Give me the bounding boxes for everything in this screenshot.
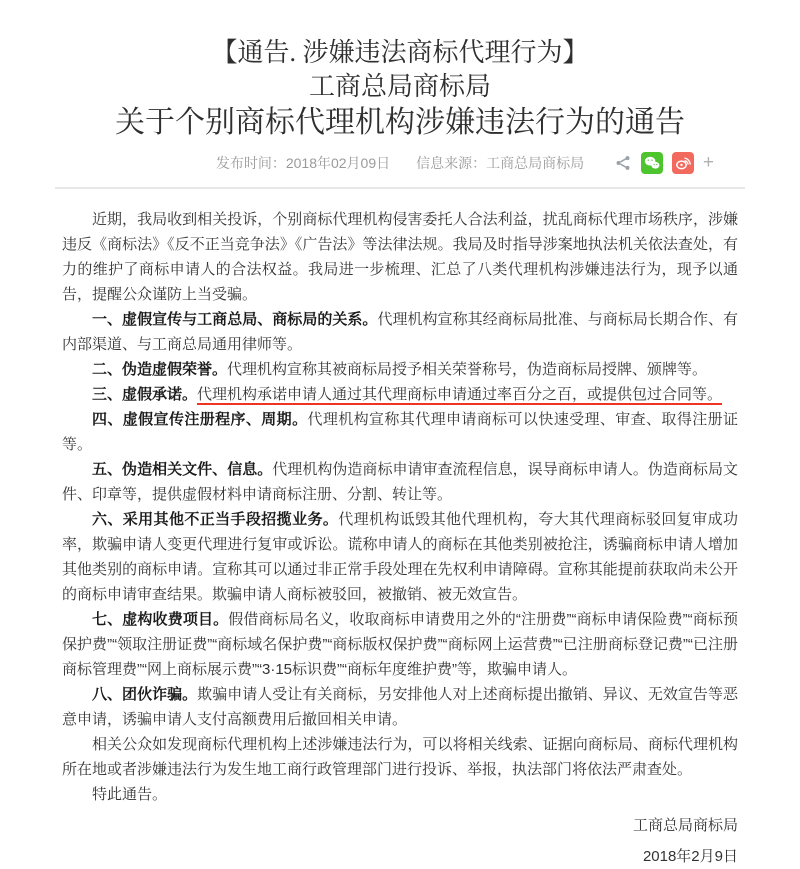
page-title-line-3: 关于个别商标代理机构涉嫌违法行为的通告	[115, 106, 685, 139]
weibo-icon[interactable]	[672, 152, 694, 174]
paragraph	[62, 307, 738, 357]
publish-time-label: 发布时间：	[215, 155, 286, 171]
signature: 工商总局商标局	[632, 817, 738, 834]
item-heading: 二、伪造虚假荣誉。	[92, 361, 228, 378]
item-heading: 七、虚构收费项目。	[92, 611, 229, 628]
share-icon[interactable]	[614, 154, 632, 172]
item-heading: 八、团伙诈骗。	[92, 686, 198, 703]
paragraph	[62, 457, 738, 507]
paragraph	[62, 382, 738, 407]
wechat-icon[interactable]	[641, 152, 663, 174]
more-share-icon[interactable]: +	[702, 152, 714, 173]
item-text: 代理机构宣称其被商标局授予相关荣誉称号，伪造商标局授牌、颁牌等。	[227, 361, 708, 378]
paragraph	[62, 682, 738, 732]
item-text: 代理机构宣称其代理申请商标可以快速受理、审查、取得注册证等。	[62, 411, 738, 453]
item-heading: 四、虚假宣传注册程序、周期。	[92, 411, 308, 428]
paragraph	[62, 507, 738, 607]
item-heading: 五、伪造相关文件、信息。	[92, 461, 273, 478]
page-title-line-2: 工商总局商标局	[308, 72, 491, 101]
paragraph	[62, 207, 738, 307]
highlighted-text: 代理机构承诺申请人通过其代理商标申请通过率百分之百，或提供包过合同等。	[197, 386, 723, 403]
item-heading: 一、虚假宣传与工商总局、商标局的关系。	[92, 311, 378, 328]
article-body	[0, 189, 800, 869]
page-header	[0, 0, 800, 142]
item-text: 假借商标局名义，收取商标申请费用之外的“注册费”“商标申请保险费”“商标预保护费”“领取注册证费”“商标域名保护费”“商标版权保护费”“商标网上运营费”“已注册商标登记费”“已注册商标管理费”“网上商标展示费”“3·15标识费”“商标年度维护费”等，欺骗申请人。	[62, 611, 738, 678]
item-text: 代理机构诋毁其他代理机构，夸大其代理商标驳回复审成功率，欺骗申请人变更代理进行复审或诉讼。谎称申请人的商标在其他类别被抢注，诱骗商标申请人增加其他类别的商标申请。宣称其可以通过非正常手段处理在先权利申请障碍。宣称其能提前获取尚未公开的商标申请审查结果。欺骗申请人商标被驳回，被撤销、被无效宣告。	[62, 511, 738, 603]
source-label: 信息来源：	[416, 155, 487, 171]
item-text: 欺骗申请人受让有关商标，另安排他人对上述商标提出撤销、异议、无效宣告等恶意申请，诱骗申请人支付高额费用后撤回相关申请。	[62, 686, 738, 728]
item-text: 代理机构伪造商标申请审查流程信息，误导商标申请人。伪造商标局文件、印章等，提供虚假材料申请商标注册、分割、转让等。	[62, 461, 738, 503]
item-text: 相关公众如发现商标代理机构上述涉嫌违法行为，可以将相关线索、证据向商标局、商标代理机构所在地或者涉嫌违法行为发生地工商行政管理部门进行投诉、举报，执法部门将依法严肃查处。	[62, 736, 738, 778]
share-bar	[614, 151, 714, 175]
paragraph	[62, 357, 738, 382]
paragraph	[62, 607, 738, 682]
signature-date: 2018年2月9日	[642, 848, 738, 865]
meta-row	[0, 151, 800, 175]
paragraph	[62, 407, 738, 457]
publish-time-value: 2018年02月09日	[285, 155, 391, 171]
item-text: 特此通告。	[92, 786, 168, 803]
item-heading: 六、采用其他不正当手段招揽业务。	[92, 511, 339, 528]
source-value: 工商总局商标局	[486, 155, 585, 171]
page-title-line-1: 【通告. 涉嫌违法商标代理行为】	[211, 38, 589, 67]
paragraph	[62, 732, 738, 782]
item-text: 代理机构宣称其经商标局批准、与商标局长期合作、有内部渠道、与工商总局通用律师等。	[62, 311, 738, 353]
paragraph	[62, 782, 738, 807]
item-text: 近期，我局收到相关投诉，个别商标代理机构侵害委托人合法利益，扰乱商标代理市场秩序，涉嫌违反《商标法》《反不正当竞争法》《广告法》等法律法规。我局及时指导涉案地执法机关依法查处，有力的维护了商标申请人的合法权益。我局进一步梳理、汇总了八类代理机构涉嫌违法行为，现予以通告，提醒公众谨防上当受骗。	[62, 211, 738, 303]
item-heading: 三、虚假承诺。	[92, 386, 198, 403]
